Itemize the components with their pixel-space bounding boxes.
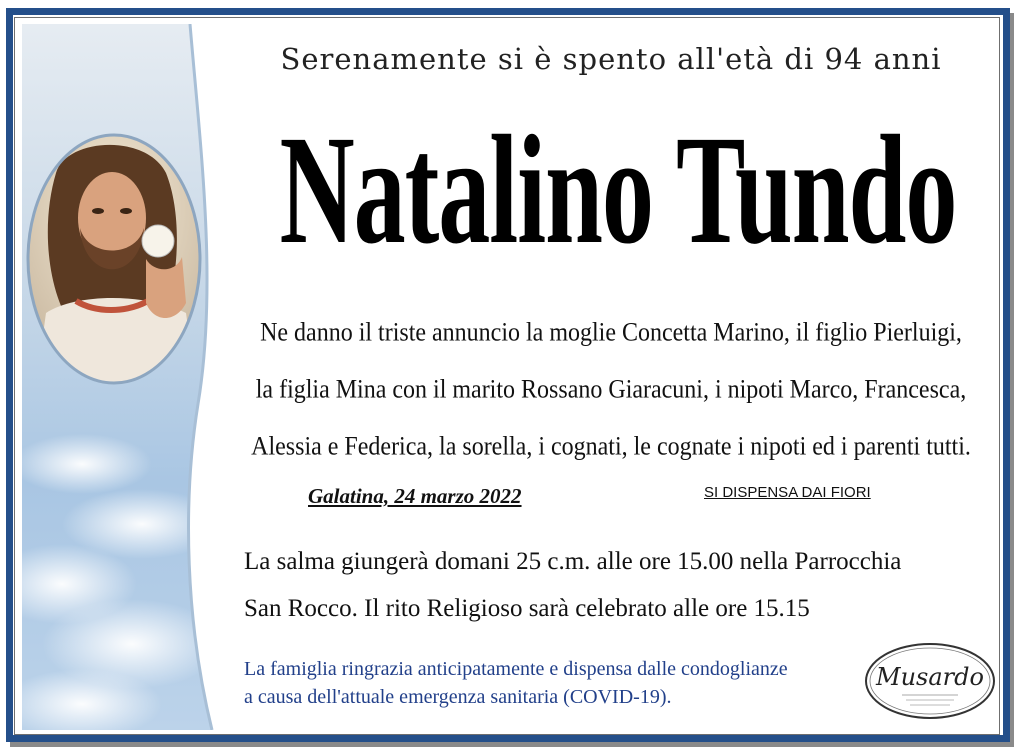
funeral-line: San Rocco. Il rito Religioso sarà celebrato alle ore 15.15 <box>244 595 810 622</box>
announcement-line: Ne danno il triste annuncio la moglie Concetta Marino, il figlio Pierluigi, <box>260 318 962 347</box>
announcement-line: la figlia Mina con il marito Rossano Giaracuni, i nipoti Marco, Francesca, <box>255 375 967 405</box>
agency-logo <box>862 640 998 722</box>
deceased-name: Natalino Tundo <box>279 104 957 277</box>
no-flowers-note: SI DISPENSA DAI FIORI <box>704 484 871 501</box>
place-date: Galatina, 24 marzo 2022 <box>308 484 522 508</box>
thanks-note <box>244 655 864 711</box>
thanks-line: La famiglia ringrazia anticipatamente e dispensa dalle condoglianze <box>244 658 788 680</box>
announcement-text <box>246 304 976 476</box>
notice-headline: Serenamente si è spento all'età di 94 anni <box>280 42 942 76</box>
funeral-details <box>244 538 984 632</box>
announcement-line: Alessia e Federica, la sorella, i cognati, le cognate i nipoti ed i parenti tutti. <box>251 432 971 462</box>
logo-brand-text: Musardo <box>876 663 984 691</box>
thanks-line: a causa dell'attuale emergenza sanitaria (COVID-19). <box>244 686 672 708</box>
jesus-portrait-image <box>26 133 202 385</box>
funeral-line: La salma giungerà domani 25 c.m. alle ore 15.00 nella Parrocchia <box>244 548 902 575</box>
